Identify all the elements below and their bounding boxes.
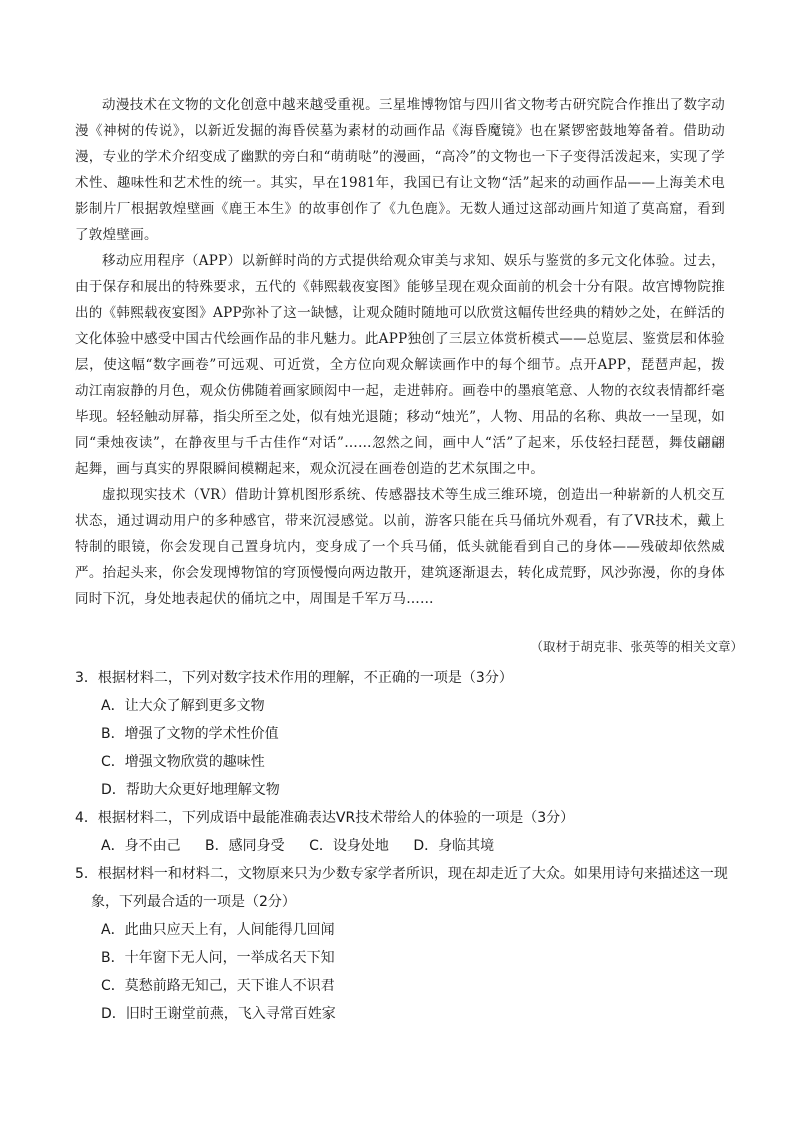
option-d: D．身临其境 xyxy=(413,838,495,854)
reading-passage xyxy=(75,92,725,612)
option-d: D．帮助大众更好地理解文物 xyxy=(101,782,280,798)
option-row xyxy=(75,832,743,860)
question-stem: 3．根据材料二，下列对数字技术作用的理解，不正确的一项是（3分） xyxy=(75,670,513,686)
option-a: A．此曲只应天上有，人间能得几回闻 xyxy=(101,922,335,938)
question-stem-continued: 象，下列最合适的一项是（2分） xyxy=(91,894,296,910)
option-c: C．莫愁前路无知己，天下谁人不识君 xyxy=(101,978,335,994)
question-list xyxy=(75,664,743,1028)
option-b: B．感同身受 xyxy=(205,838,285,854)
passage-paragraph-3: 虚拟现实技术（VR）借助计算机图形系统、传感器技术等生成三维环境，创造出一种崭新的人机交互状态，通过调动用户的多种感官，带来沉浸感觉。以前，游客只能在兵马俑坑外观看，有了VR技术，戴上特制的眼镜，你会发现自己置身坑内，变身成了一个兵马俑，低头就能看到自己的身体——残破却依然威严。抬起头来，你会发现博物馆的穹顶慢慢向两边散开，建筑逐渐退去，转化成荒野，风沙弥漫，你的身体同时下沉，身处地表起伏的俑坑之中，周围是千军万马…… xyxy=(75,487,725,607)
option-b: B．十年窗下无人问，一举成名天下知 xyxy=(101,950,335,966)
option-c: C．设身处地 xyxy=(309,838,389,854)
option-d: D．旧时王谢堂前燕，飞入寻常百姓家 xyxy=(101,1006,336,1022)
question-4 xyxy=(75,804,743,860)
question-3 xyxy=(75,664,743,804)
question-stem: 4．根据材料二，下列成语中最能准确表达VR技术带给人的体验的一项是（3分） xyxy=(75,810,575,826)
option-a: A．身不由己 xyxy=(101,838,181,854)
option-b: B．增强了文物的学术性价值 xyxy=(101,726,279,742)
passage-paragraph-2: 移动应用程序（APP）以新鲜时尚的方式提供给观众审美与求知、娱乐与鉴赏的多元文化体验。过去，由于保存和展出的特殊要求，五代的《韩熙载夜宴图》能够呈现在观众面前的机会十分有限。故宫博物院推出的《韩熙载夜宴图》APP弥补了这一缺憾，让观众随时随地可以欣赏这幅传世经典的精妙之处，在鲜活的文化体验中感受中国古代绘画作品的非凡魅力。此APP独创了三层立体赏析模式——总览层、鉴赏层和体验层，使这幅“数字画卷”可远观、可近赏，全方位向观众解读画作中的每个细节。点开APP，琵琶声起，拨动江南寂静的月色，观众仿佛随着画家顾闳中一起，走进韩府。画卷中的墨痕笔意、人物的衣纹表情都纤毫毕现。轻轻触动屏幕，指尖所至之处，似有烛光退随；移动“烛光”，人物、用品的名称、典故一一呈现，如同“秉烛夜读”，在静夜里与千古佳作“对话”……忽然之间，画中人“活”了起来，乐伎轻扫琵琶，舞伎翩翩起舞，画与真实的界限瞬间模糊起来，观众沉浸在画卷创造的艺术氛围之中。 xyxy=(75,253,725,477)
passage-paragraph-1: 动漫技术在文物的文化创意中越来越受重视。三星堆博物馆与四川省文物考古研究院合作推出了数字动漫《神树的传说》，以新近发掘的海昏侯墓为素材的动画作品《海昏魔镜》也在紧锣密鼓地筹备着。借助动漫，专业的学术介绍变成了幽默的旁白和“萌萌哒”的漫画，“高冷”的文物也一下子变得活泼起来，实现了学术性、趣味性和艺术性的统一。其实，早在1981年，我国已有让文物“活”起来的动画作品——上海美术电影制片厂根据敦煌壁画《鹿王本生》的故事创作了《九色鹿》。无数人通过这部动画片知道了莫高窟，看到了敦煌壁画。 xyxy=(75,97,725,243)
passage-source: （取材于胡克非、张英等的相关文章） xyxy=(530,639,743,654)
question-stem: 5．根据材料一和材料二，文物原来只为少数专家学者所识，现在却走近了大众。如果用诗句来描述这一现 xyxy=(75,866,728,882)
question-5 xyxy=(75,860,743,1028)
option-c: C．增强文物欣赏的趣味性 xyxy=(101,754,265,770)
option-a: A．让大众了解到更多文物 xyxy=(101,698,265,714)
